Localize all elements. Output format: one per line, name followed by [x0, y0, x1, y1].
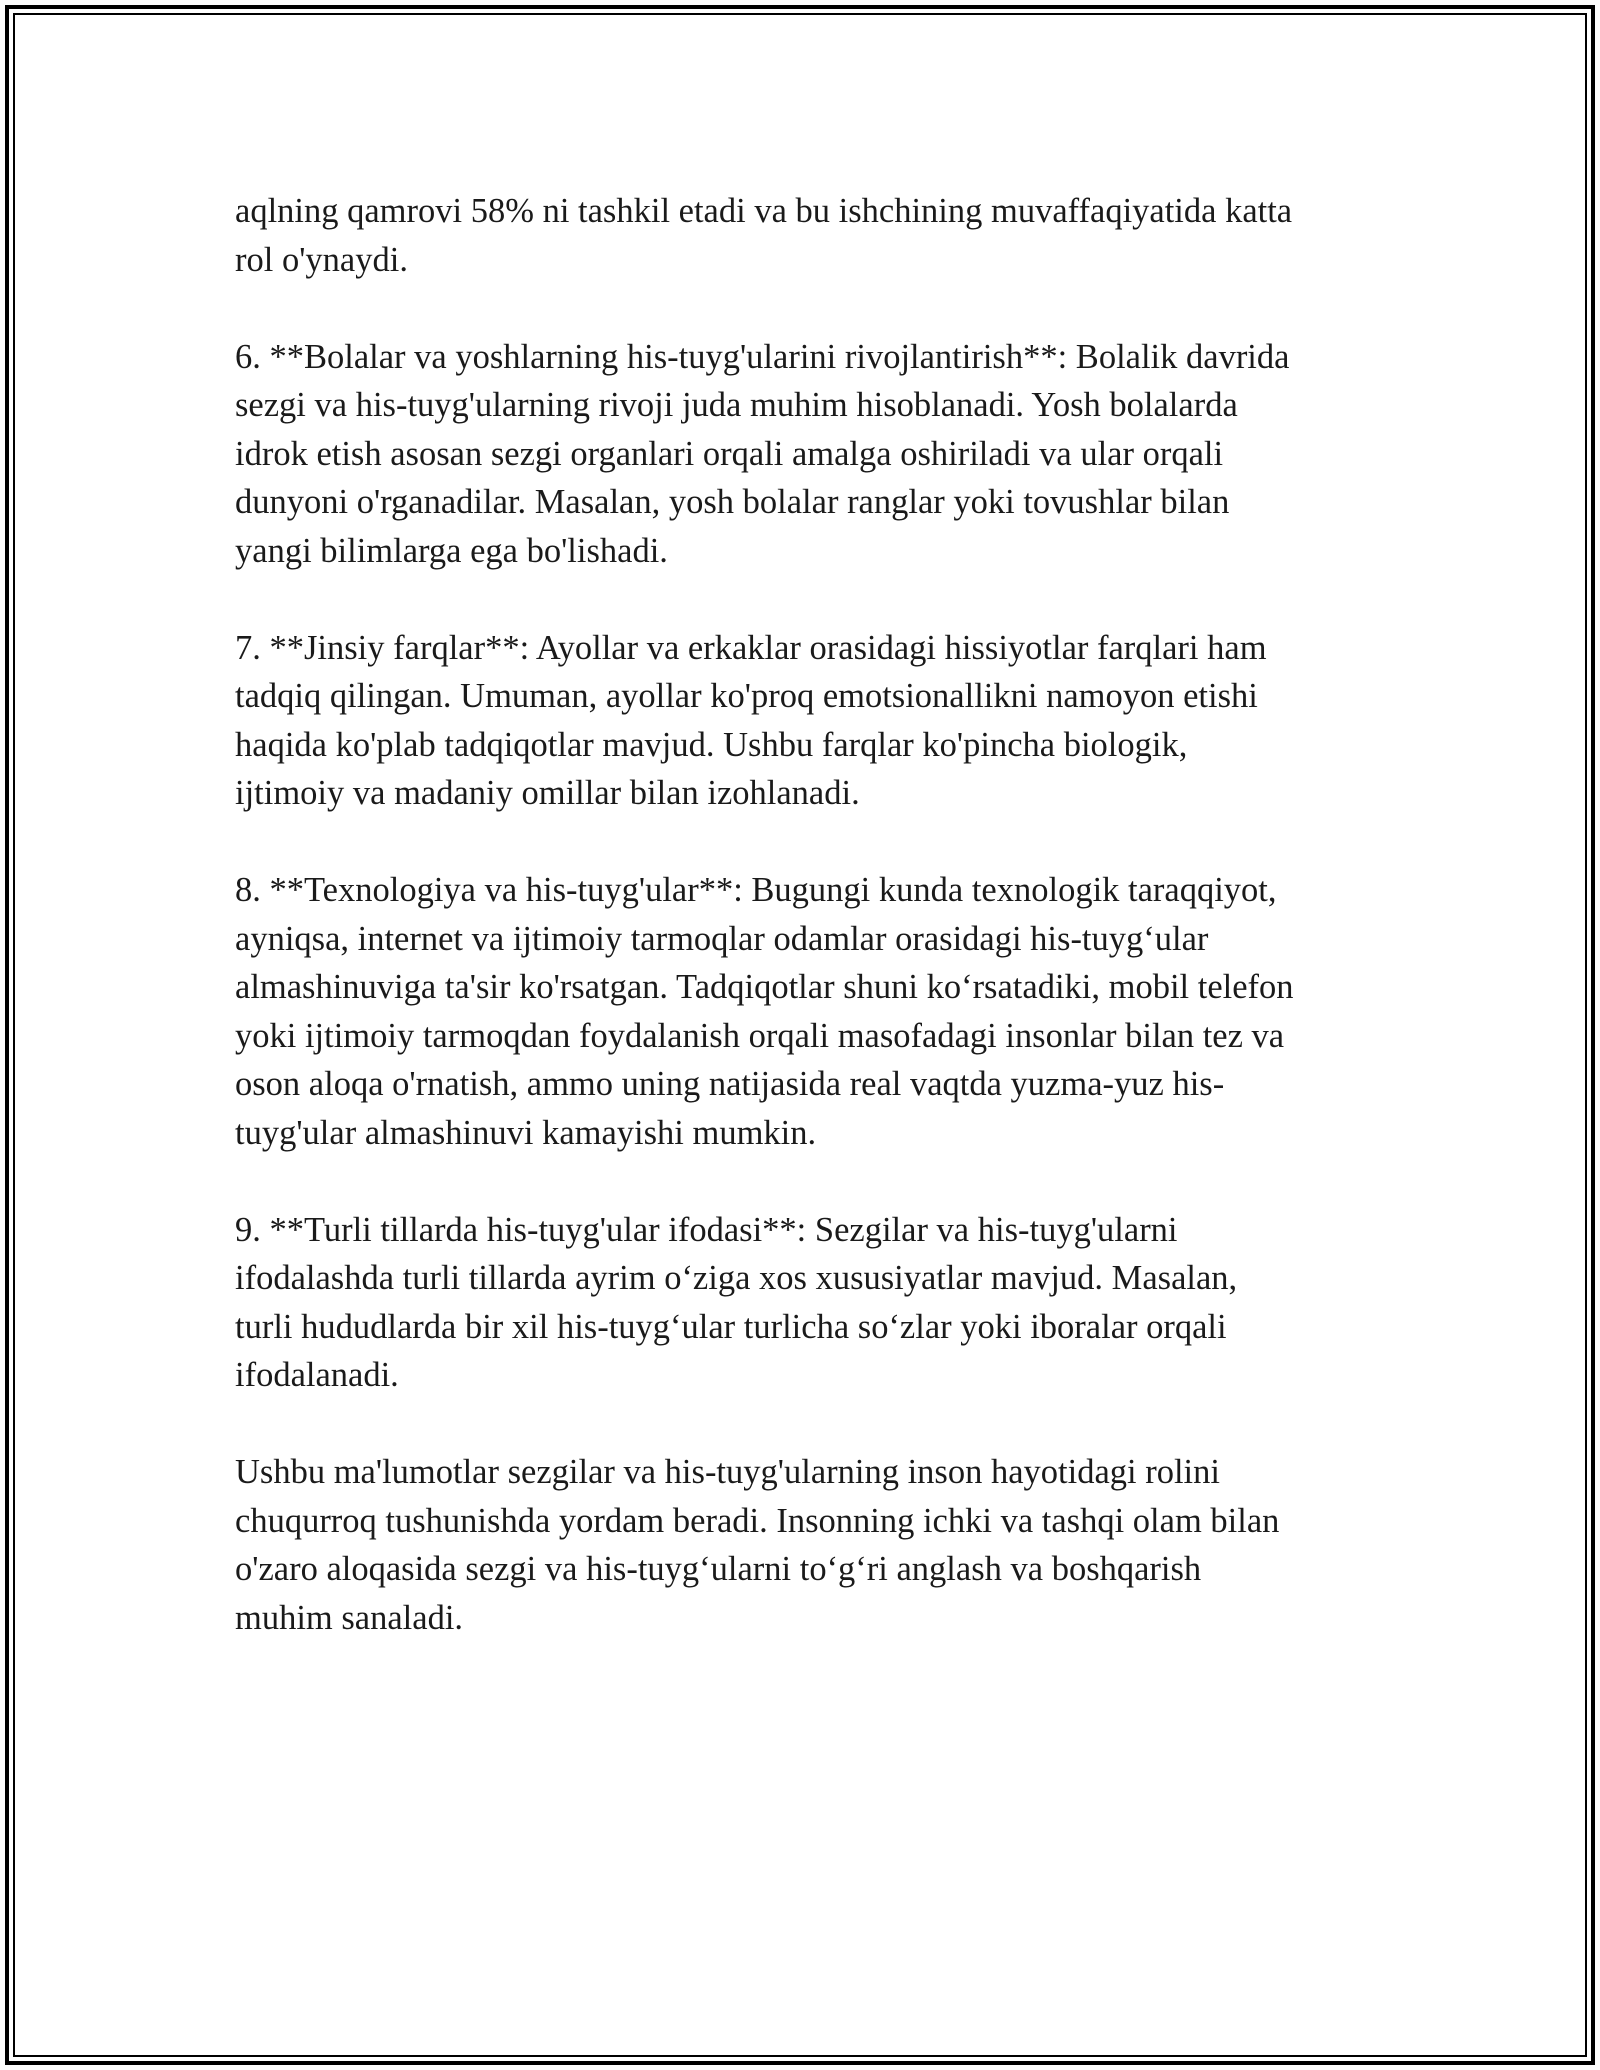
paragraph-item-8: 8. **Texnologiya va his-tuyg'ular**: Bugungi kunda texnologik taraqqiyot, ayniqsa, internet va ijtimoiy tarmoqlar odamlar orasidagi his-tuyg‘ular almashinuviga ta'sir ko'rsatgan. Tadqiqotlar shuni ko‘rsatadiki, mobil telefon yoki ijtimoiy tarmoqdan foydalanish orqali masofadagi insonlar bilan tez va oson aloqa o'rnatish, ammo uning natijasida real vaqtda yuzma-yuz his- tuyg'ular almashinuvi kamayishi mumkin.: [235, 871, 1294, 1152]
paragraph-item-9: 9. **Turli tillarda his-tuyg'ular ifodasi**: Sezgilar va his-tuyg'ularni ifodalashda turli tillarda ayrim o‘ziga xos xususiyatlar mavjud. Masalan, turli hududlarda bir xil his-tuyg‘ular turlicha so‘zlar yoki iboralar orqali ifodalanadi.: [235, 1210, 1238, 1394]
paragraph-item-6: 6. **Bolalar va yoshlarning his-tuyg'ularini rivojlantirish**: Bolalik davrida sezgi va his-tuyg'ularning rivoji juda muhim hisoblanadi. Yosh bolalarda idrok etish asosan sezgi organlari orqali amalga oshiriladi va ular orqali dunyoni o'rganadilar. Masalan, yosh bolalar ranglar yoki tovushlar bilan yangi bilimlarga ega bo'lishadi.: [235, 337, 1290, 570]
paragraph-item-7: 7. **Jinsiy farqlar**: Ayollar va erkaklar orasidagi hissiyotlar farqlari ham tadqiq qilingan. Umuman, ayollar ko'proq emotsionallikni namoyon etishi haqida ko'plab tadqiqotlar mavjud. Ushbu farqlar ko'pincha biologik, ijtimoiy va madaniy omillar bilan izohlanadi.: [235, 628, 1267, 812]
paragraph-intro-continuation: aqlning qamrovi 58% ni tashkil etadi va bu ishchining muvaffaqiyatida katta rol o'ynaydi.: [235, 192, 1293, 279]
document-body: [235, 187, 1375, 1691]
paragraph-conclusion: Ushbu ma'lumotlar sezgilar va his-tuyg'ularning inson hayotidagi rolini chuqurroq tushunishda yordam beradi. Insonning ichki va tashqi olam bilan o'zaro aloqasida sezgi va his-tuyg‘ularni to‘g‘ri anglash va boshqarish muhim sanaladi.: [235, 1453, 1280, 1637]
